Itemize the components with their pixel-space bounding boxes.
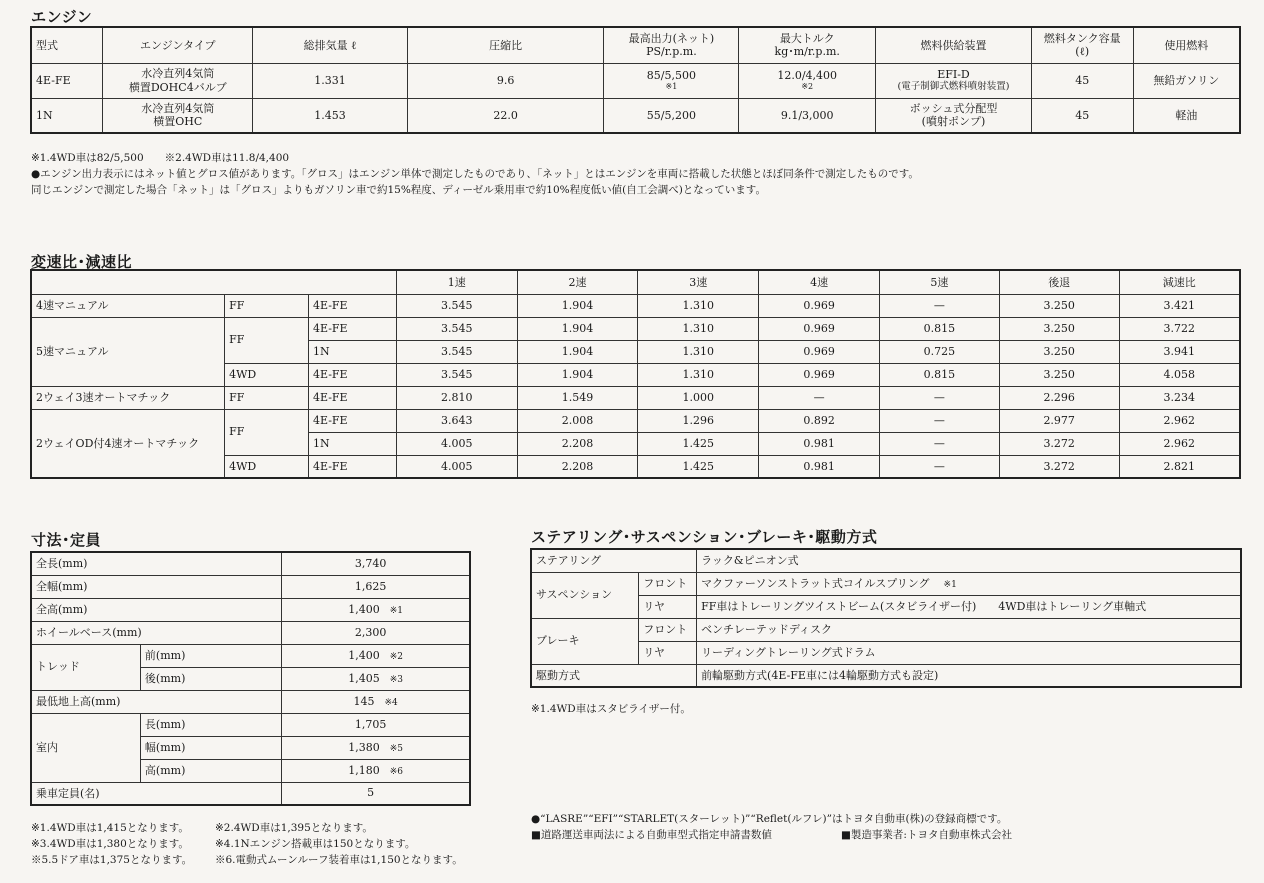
dims-label: 全長(mm) [31,552,282,575]
gear-value: 1.310 [638,294,759,317]
drive-label: 駆動方式 [531,664,697,687]
dims-label: 最低地上高(mm) [31,690,282,713]
gear-engine: 1N [308,432,396,455]
dims-note: ※3.4WD車は1,380となります。 [31,838,189,850]
suspension-rear-label: リヤ [639,595,697,618]
steering-row [531,549,1241,572]
gear-value: 1.000 [638,386,759,409]
gear-value: 2.208 [517,455,638,478]
engine-header-power: 最高出力(ネット) PS/r.p.m. [604,27,739,63]
gear-drive: FF [225,294,309,317]
dims-value: 145 ※4 [282,690,470,713]
suspension-rear-value: FF車はトレーリングツイストビーム(スタビライザー付) 4WD車はトレーリング車軸式 [697,595,1241,618]
engine-row [31,98,1240,133]
gear-value: 3.545 [396,294,517,317]
dims-note: ※5.5ドア車は1,375となります。 [31,854,193,866]
engine-fuel-system: EFI-D (電子制御式燃料噴射装置) [876,63,1032,98]
gear-section-title: 変速比･減速比 [31,253,133,271]
drive-value: 前輪駆動方式(4E-FE車には4輪駆動方式も設定) [697,664,1241,687]
suspension-front-label: フロント [639,572,697,595]
engine-header-model: 型式 [31,27,103,63]
dims-label: 全幅(mm) [31,575,282,598]
gear-header-1st: 1速 [396,270,517,294]
gear-header-2nd: 2速 [517,270,638,294]
gear-header-reverse: 後退 [999,270,1119,294]
dims-value: 3,740 [282,552,470,575]
dims-row [31,552,470,575]
dims-row [31,713,470,736]
engine-note: 同じエンジンで測定した場合「ネット」は「グロス」よりもガソリン車で約15%程度、ディーゼル乗用車で約10%程度低い値(自工会調べ)となっています。 [31,184,766,196]
engine-type: 水冷直列4気筒 横置DOHC4バルブ [103,63,253,98]
engine-fuel-type: 軽油 [1133,98,1240,133]
gear-value: 2.208 [517,432,638,455]
gear-value: — [880,294,1000,317]
dims-row [31,575,470,598]
dims-value: 1,400 ※1 [282,598,470,621]
dims-sublabel: 高(mm) [140,759,281,782]
brake-rear-label: リヤ [639,641,697,664]
engine-header-torque: 最大トルク kg･m/r.p.m. [739,27,876,63]
dims-sublabel: 後(mm) [140,667,281,690]
suspension-front-row [531,572,1241,595]
engine-header-fuel-type: 使用燃料 [1133,27,1240,63]
engine-tank: 45 [1031,98,1133,133]
engine-header-compression: 圧縮比 [407,27,604,63]
gear-engine: 1N [308,340,396,363]
gear-value: 2.977 [999,409,1119,432]
gear-drive: 4WD [225,363,309,386]
steering-value: ラック&ピニオン式 [697,549,1241,572]
gear-value: 0.815 [880,317,1000,340]
brake-label: ブレーキ [531,618,639,664]
gear-transmission: 2ウェイOD付4速オートマチック [31,409,225,478]
dims-value: 1,400 ※2 [282,644,470,667]
engine-displacement: 1.453 [253,98,408,133]
engine-model: 1N [31,98,103,133]
gear-value: 3.722 [1119,317,1240,340]
engine-torque: 12.0/4,400 ※2 [739,63,876,98]
gear-value: 1.549 [517,386,638,409]
engine-header-row [31,27,1240,63]
steering-label: ステアリング [531,549,697,572]
engine-power: 55/5,200 [604,98,739,133]
dims-value: 1,625 [282,575,470,598]
steering-section-title: ステアリング･サスペンション･ブレーキ･駆動方式 [531,528,878,546]
gear-value: 3.272 [999,455,1119,478]
suspension-label: サスペンション [531,572,639,618]
gear-value: 4.005 [396,455,517,478]
gear-drive: FF [225,409,309,455]
gear-value: 4.058 [1119,363,1240,386]
gear-value: 0.892 [759,409,880,432]
gear-value: 3.643 [396,409,517,432]
gear-transmission: 4速マニュアル [31,294,225,317]
gear-value: 0.969 [759,340,880,363]
dims-value: 1,180 ※6 [282,759,470,782]
gear-header-blank [31,270,396,294]
gear-value: 1.904 [517,317,638,340]
gear-value: 2.821 [1119,455,1240,478]
engine-header-fuel-system: 燃料供給装置 [876,27,1032,63]
dims-sublabel: 幅(mm) [140,736,281,759]
steering-note: ※1.4WD車はスタビライザー付。 [531,703,691,715]
gear-value: 2.962 [1119,432,1240,455]
gear-value: 3.545 [396,363,517,386]
gear-value: 1.425 [638,432,759,455]
gear-value: 3.545 [396,317,517,340]
steering-table [530,548,1242,688]
gear-header-row [31,270,1240,294]
dims-value: 5 [282,782,470,805]
gear-engine: 4E-FE [308,409,396,432]
gear-value: 1.425 [638,455,759,478]
gear-engine: 4E-FE [308,363,396,386]
gear-value: — [880,455,1000,478]
trademark-note: ●“LASRE”“EFI”“STARLET(スターレット)”“Reflet(ルフレ)”はトヨタ自動車(株)の登録商標です。 [531,813,1008,825]
gear-transmission: 5速マニュアル [31,317,225,386]
dims-sublabel: 長(mm) [140,713,281,736]
brake-front-value: ベンチレーテッドディスク [697,618,1241,641]
gear-value: 1.310 [638,363,759,386]
gear-value: 0.725 [880,340,1000,363]
approval-note: ■道路運送車両法による自動車型式指定申請書数値 [531,829,772,841]
engine-model: 4E-FE [31,63,103,98]
engine-header-displacement: 総排気量 ℓ [253,27,408,63]
gear-value: 2.962 [1119,409,1240,432]
engine-note: ※1.4WD車は82/5,500 ※2.4WD車は11.8/4,400 [31,152,290,164]
gear-value: 3.250 [999,317,1119,340]
gear-value: 3.941 [1119,340,1240,363]
dims-note: ※6.電動式ムーンルーフ装着車は1,150となります。 [215,854,463,866]
engine-tank: 45 [1031,63,1133,98]
gear-value: 1.310 [638,317,759,340]
gear-table [30,269,1241,479]
gear-value: — [880,386,1000,409]
gear-value: 1.904 [517,363,638,386]
brake-rear-value: リーディングトレーリング式ドラム [697,641,1241,664]
gear-value: 2.810 [396,386,517,409]
engine-fuel-system: ボッシュ式分配型 (噴射ポンプ) [876,98,1032,133]
engine-section-title: エンジン [31,8,93,26]
dims-sublabel: 前(mm) [140,644,281,667]
gear-value: 3.421 [1119,294,1240,317]
gear-drive: FF [225,386,309,409]
gear-value: 0.969 [759,317,880,340]
dims-label: 全高(mm) [31,598,282,621]
gear-value: 0.981 [759,432,880,455]
dims-row [31,621,470,644]
gear-engine: 4E-FE [308,386,396,409]
gear-drive: FF [225,317,309,363]
dims-value: 1,405 ※3 [282,667,470,690]
engine-type: 水冷直列4気筒 横置OHC [103,98,253,133]
engine-compression: 22.0 [407,98,604,133]
engine-table [30,26,1241,134]
gear-drive: 4WD [225,455,309,478]
gear-value: 3.250 [999,363,1119,386]
gear-value: 0.815 [880,363,1000,386]
dims-note: ※1.4WD車は1,415となります。 [31,822,189,834]
gear-value: 2.008 [517,409,638,432]
gear-value: 3.234 [1119,386,1240,409]
brake-front-row [531,618,1241,641]
gear-header-3rd: 3速 [638,270,759,294]
engine-torque: 9.1/3,000 [739,98,876,133]
dims-row [31,644,470,667]
gear-value: 0.969 [759,363,880,386]
engine-compression: 9.6 [407,63,604,98]
gear-value: 0.969 [759,294,880,317]
engine-header-type: エンジンタイプ [103,27,253,63]
gear-value: 1.904 [517,340,638,363]
gear-value: 4.005 [396,432,517,455]
dims-row [31,690,470,713]
gear-header-4th: 4速 [759,270,880,294]
gear-value: — [880,409,1000,432]
gear-transmission: 2ウェイ3速オートマチック [31,386,225,409]
dims-label: トレッド [31,644,140,690]
gear-value: 3.250 [999,340,1119,363]
gear-value: 0.981 [759,455,880,478]
brake-front-label: フロント [639,618,697,641]
gear-engine: 4E-FE [308,455,396,478]
engine-fuel-type: 無鉛ガソリン [1133,63,1240,98]
gear-header-final: 減速比 [1119,270,1240,294]
gear-row [31,317,1240,340]
engine-header-tank: 燃料タンク容量 (ℓ) [1031,27,1133,63]
gear-value: 1.296 [638,409,759,432]
gear-row [31,294,1240,317]
gear-value: 1.310 [638,340,759,363]
dims-note: ※4.1Nエンジン搭載車は150となります。 [215,838,416,850]
gear-row [31,386,1240,409]
drive-row [531,664,1241,687]
gear-value: — [759,386,880,409]
dims-section-title: 寸法･定員 [31,531,102,549]
gear-value: 3.250 [999,294,1119,317]
dims-label: 室内 [31,713,140,782]
engine-power: 85/5,500 ※1 [604,63,739,98]
gear-value: 3.545 [396,340,517,363]
dims-row [31,782,470,805]
gear-engine: 4E-FE [308,294,396,317]
engine-displacement: 1.331 [253,63,408,98]
dims-table [30,551,471,806]
gear-row [31,409,1240,432]
gear-value: 1.904 [517,294,638,317]
gear-header-5th: 5速 [880,270,1000,294]
engine-row [31,63,1240,98]
gear-engine: 4E-FE [308,317,396,340]
maker-note: ■製造事業者:トヨタ自動車株式会社 [841,829,1012,841]
gear-value: — [880,432,1000,455]
dims-note: ※2.4WD車は1,395となります。 [215,822,373,834]
dims-value: 2,300 [282,621,470,644]
engine-note: ●エンジン出力表示にはネット値とグロス値があります。「グロス」はエンジン単体で測定したものであり、「ネット」とはエンジンを車両に搭載した状態とほぼ同条件で測定したものです。 [31,168,919,180]
suspension-front-value: マクファーソンストラット式コイルスプリング ※1 [697,572,1241,595]
dims-label: 乗車定員(名) [31,782,282,805]
gear-value: 3.272 [999,432,1119,455]
dims-row [31,598,470,621]
dims-value: 1,705 [282,713,470,736]
dims-label: ホイールベース(mm) [31,621,282,644]
gear-value: 2.296 [999,386,1119,409]
dims-value: 1,380 ※5 [282,736,470,759]
